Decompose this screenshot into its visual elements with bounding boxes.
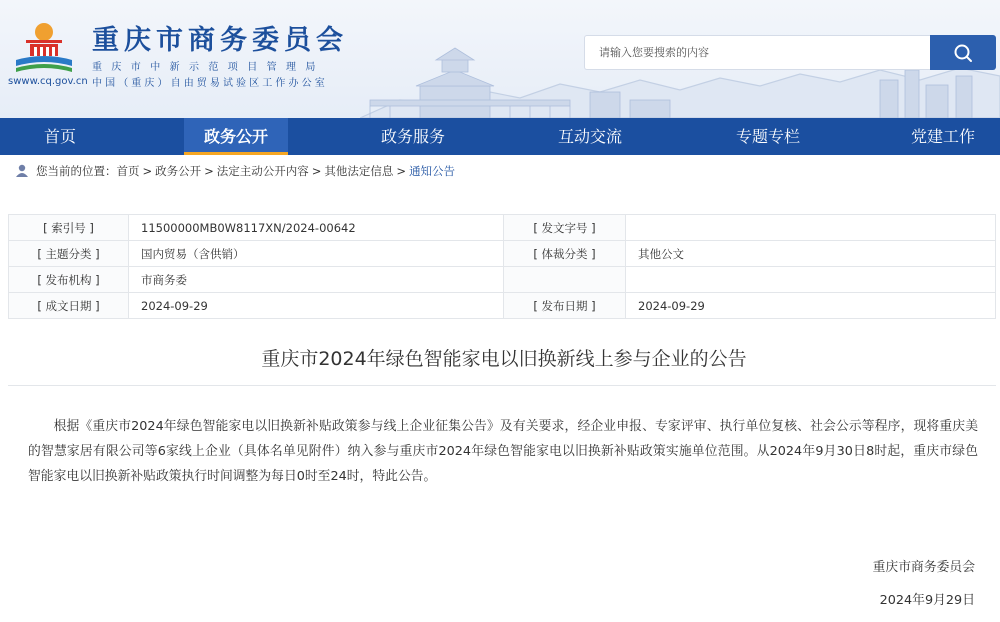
site-title: 重庆市商务委员会 xyxy=(92,25,348,56)
meta-value-index-number: 11500000MB0W8117XN/2024-00642 xyxy=(129,215,504,241)
search-button[interactable] xyxy=(930,35,996,70)
location-user-icon xyxy=(14,163,30,179)
nav-item-special-topics[interactable]: 专题专栏 xyxy=(735,127,800,146)
site-header xyxy=(0,0,1000,118)
article-date: 2024年9月29日 xyxy=(879,593,975,608)
nav-item-interaction[interactable]: 互动交流 xyxy=(557,127,622,146)
article-title: 重庆市2024年绿色智能家电以旧换新线上参与企业的公告 xyxy=(261,348,747,370)
meta-value-genre: 其他公文 xyxy=(626,241,996,267)
table-row xyxy=(9,241,996,267)
main-nav xyxy=(0,118,1000,155)
breadcrumb-separator: > xyxy=(396,164,407,178)
article-body: 根据《重庆市2024年绿色智能家电以旧换新补贴政策参与线上企业征集公告》及有关要求，经企业申报、专家评审、执行单位复核、社会公示等程序，现将重庆美的智慧家居有限公司等6家线上企业（具体名单见附件）纳入参与重庆市2024年绿色智能家电以旧换新补贴政策实施单位范围。从2024年9月30日8时起，重庆市绿色智能家电以旧换新补贴政策执行时间调整为每日0时至24时，特此公告。 xyxy=(28,419,978,484)
nav-item-party-building[interactable]: 党建工作 xyxy=(910,127,975,146)
meta-value-doc-number xyxy=(626,215,996,241)
meta-label-doc-number: [ 发文字号 ] xyxy=(504,215,626,241)
search-input[interactable] xyxy=(585,36,930,69)
nav-item-gov-affairs-open[interactable]: 政务公开 xyxy=(184,118,288,155)
breadcrumb-separator: > xyxy=(311,164,322,178)
meta-label-publish-date: [ 发布日期 ] xyxy=(504,293,626,319)
table-row xyxy=(9,293,996,319)
table-row xyxy=(9,267,996,293)
site-url: swww.cq.gov.cn xyxy=(8,76,88,87)
meta-value-publisher: 市商务委 xyxy=(129,267,504,293)
search-box xyxy=(584,35,930,70)
nav-item-gov-services[interactable]: 政务服务 xyxy=(380,127,445,146)
breadcrumb-separator: > xyxy=(142,164,153,178)
nav-item-home[interactable]: 首页 xyxy=(43,127,76,146)
article-signature: 重庆市商务委员会 xyxy=(872,560,975,575)
meta-value-empty xyxy=(626,267,996,293)
meta-label-topic: [ 主题分类 ] xyxy=(9,241,129,267)
meta-value-written-date: 2024-09-29 xyxy=(129,293,504,319)
search-icon xyxy=(953,43,973,63)
breadcrumb-item-home[interactable]: 首页 xyxy=(116,164,140,178)
logo-emblem-icon xyxy=(12,14,76,74)
breadcrumb-item-other-info[interactable]: 其他法定信息 xyxy=(324,164,394,178)
breadcrumb-separator: > xyxy=(204,164,214,178)
breadcrumb-item-statutory-content[interactable]: 法定主动公开内容 xyxy=(216,164,309,178)
table-row xyxy=(9,215,996,241)
site-subtitle-1: 重庆市中新示范项目管理局 xyxy=(92,62,325,73)
breadcrumb-item-notices[interactable]: 通知公告 xyxy=(409,164,456,178)
meta-label-index-number: [ 索引号 ] xyxy=(9,215,129,241)
meta-label-publisher: [ 发布机构 ] xyxy=(9,267,129,293)
title-divider xyxy=(8,385,996,386)
breadcrumb-prefix: 您当前的位置： xyxy=(36,164,117,178)
document-meta-table xyxy=(8,214,996,319)
meta-label-genre: [ 体裁分类 ] xyxy=(504,241,626,267)
meta-value-publish-date: 2024-09-29 xyxy=(626,293,996,319)
meta-value-topic: 国内贸易（含供销） xyxy=(129,241,504,267)
meta-label-written-date: [ 成文日期 ] xyxy=(9,293,129,319)
meta-label-empty xyxy=(504,267,626,293)
site-subtitle-2: 中国（重庆）自由贸易试验区工作办公室 xyxy=(92,78,328,89)
breadcrumb-item-gov-affairs-open[interactable]: 政务公开 xyxy=(155,164,202,178)
breadcrumb xyxy=(14,163,455,179)
